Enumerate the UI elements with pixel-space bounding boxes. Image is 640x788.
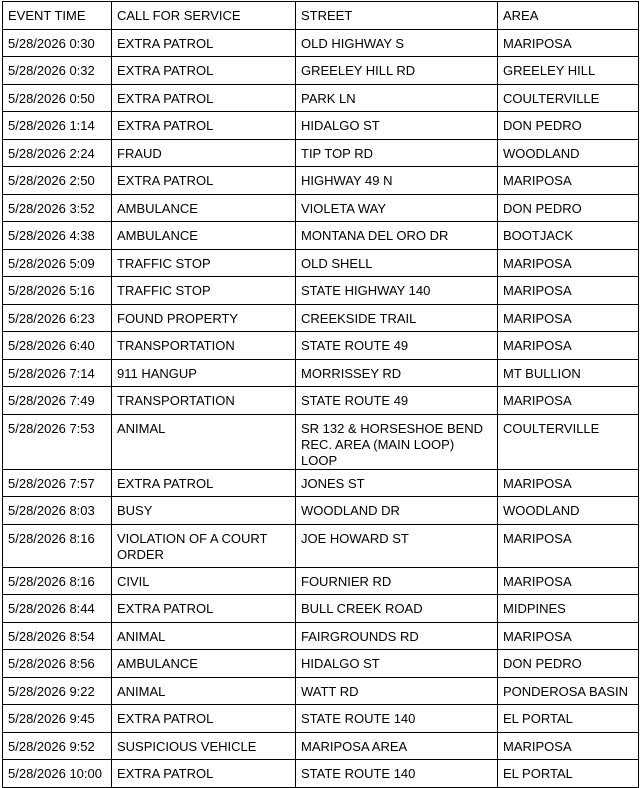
cell-area: MARIPOSA — [498, 524, 639, 567]
table-row — [3, 84, 639, 112]
cell-street: HIGHWAY 49 N — [296, 167, 498, 195]
table-row — [3, 705, 639, 733]
cell-street: SR 132 & HORSESHOE BEND REC. AREA (MAIN LOOP) LOOP — [296, 414, 498, 469]
cell-event-time: 5/28/2026 8:03 — [3, 497, 112, 525]
cell-area: MIDPINES — [498, 595, 639, 623]
cell-area: MARIPOSA — [498, 304, 639, 332]
cell-area: MT BULLION — [498, 359, 639, 387]
cell-call-for-service: EXTRA PATROL — [112, 469, 296, 497]
cell-event-time: 5/28/2026 7:49 — [3, 387, 112, 415]
cell-call-for-service: FRAUD — [112, 139, 296, 167]
cell-area: MARIPOSA — [498, 277, 639, 305]
cell-event-time: 5/28/2026 0:30 — [3, 29, 112, 57]
cell-area: WOODLAND — [498, 139, 639, 167]
cell-street: JOE HOWARD ST — [296, 524, 498, 567]
cell-event-time: 5/28/2026 2:50 — [3, 167, 112, 195]
cell-area: MARIPOSA — [498, 332, 639, 360]
cell-event-time: 5/28/2026 6:23 — [3, 304, 112, 332]
cell-event-time: 5/28/2026 10:00 — [3, 760, 112, 788]
cell-event-time: 5/28/2026 7:57 — [3, 469, 112, 497]
cell-area: MARIPOSA — [498, 29, 639, 57]
cell-call-for-service: CIVIL — [112, 567, 296, 595]
calls-for-service-table — [2, 1, 639, 788]
cell-area: MARIPOSA — [498, 469, 639, 497]
table-row — [3, 249, 639, 277]
cell-event-time: 5/28/2026 3:52 — [3, 194, 112, 222]
cell-area: MARIPOSA — [498, 567, 639, 595]
cell-event-time: 5/28/2026 8:54 — [3, 622, 112, 650]
cell-area: DON PEDRO — [498, 112, 639, 140]
cell-street: STATE ROUTE 140 — [296, 760, 498, 788]
header-area: AREA — [498, 2, 639, 30]
cell-call-for-service: TRANSPORTATION — [112, 332, 296, 360]
table-row — [3, 760, 639, 788]
cell-street: STATE HIGHWAY 140 — [296, 277, 498, 305]
cell-area: PONDEROSA BASIN — [498, 677, 639, 705]
cell-street: OLD HIGHWAY S — [296, 29, 498, 57]
table-row — [3, 650, 639, 678]
cell-event-time: 5/28/2026 0:32 — [3, 57, 112, 85]
cell-area: MARIPOSA — [498, 387, 639, 415]
cell-area: EL PORTAL — [498, 705, 639, 733]
cell-call-for-service: EXTRA PATROL — [112, 57, 296, 85]
cell-call-for-service: EXTRA PATROL — [112, 167, 296, 195]
cell-street: STATE ROUTE 140 — [296, 705, 498, 733]
cell-event-time: 5/28/2026 7:53 — [3, 414, 112, 469]
cell-street: OLD SHELL — [296, 249, 498, 277]
cell-event-time: 5/28/2026 7:14 — [3, 359, 112, 387]
cell-street: MARIPOSA AREA — [296, 732, 498, 760]
cell-call-for-service: EXTRA PATROL — [112, 84, 296, 112]
table-row — [3, 524, 639, 567]
cell-event-time: 5/28/2026 8:16 — [3, 524, 112, 567]
header-event-time: EVENT TIME — [3, 2, 112, 30]
cell-area: COULTERVILLE — [498, 84, 639, 112]
cell-event-time: 5/28/2026 2:24 — [3, 139, 112, 167]
table-row — [3, 29, 639, 57]
cell-area: GREELEY HILL — [498, 57, 639, 85]
cell-event-time: 5/28/2026 9:22 — [3, 677, 112, 705]
cell-street: HIDALGO ST — [296, 650, 498, 678]
table-row — [3, 497, 639, 525]
cell-event-time: 5/28/2026 5:16 — [3, 277, 112, 305]
cell-street: PARK LN — [296, 84, 498, 112]
cell-call-for-service: FOUND PROPERTY — [112, 304, 296, 332]
cell-street: FAIRGROUNDS RD — [296, 622, 498, 650]
table-row — [3, 595, 639, 623]
table-row — [3, 567, 639, 595]
cell-call-for-service: AMBULANCE — [112, 194, 296, 222]
cell-event-time: 5/28/2026 4:38 — [3, 222, 112, 250]
header-street: STREET — [296, 2, 498, 30]
table-header-row — [3, 2, 639, 30]
table-row — [3, 332, 639, 360]
cell-call-for-service: BUSY — [112, 497, 296, 525]
cell-event-time: 5/28/2026 9:52 — [3, 732, 112, 760]
cell-street: FOURNIER RD — [296, 567, 498, 595]
cell-event-time: 5/28/2026 8:44 — [3, 595, 112, 623]
cell-street: BULL CREEK ROAD — [296, 595, 498, 623]
table-row — [3, 387, 639, 415]
cell-street: STATE ROUTE 49 — [296, 332, 498, 360]
cell-call-for-service: 911 HANGUP — [112, 359, 296, 387]
cell-area: WOODLAND — [498, 497, 639, 525]
cell-area: EL PORTAL — [498, 760, 639, 788]
cell-street: JONES ST — [296, 469, 498, 497]
cell-event-time: 5/28/2026 9:45 — [3, 705, 112, 733]
cell-event-time: 5/28/2026 8:56 — [3, 650, 112, 678]
cell-street: WATT RD — [296, 677, 498, 705]
table-row — [3, 414, 639, 469]
cell-call-for-service: ANIMAL — [112, 677, 296, 705]
cell-call-for-service: TRANSPORTATION — [112, 387, 296, 415]
table-row — [3, 167, 639, 195]
cell-event-time: 5/28/2026 6:40 — [3, 332, 112, 360]
cell-street: HIDALGO ST — [296, 112, 498, 140]
cell-call-for-service: EXTRA PATROL — [112, 29, 296, 57]
table-row — [3, 677, 639, 705]
cell-street: STATE ROUTE 49 — [296, 387, 498, 415]
cell-call-for-service: EXTRA PATROL — [112, 705, 296, 733]
cell-street: MONTANA DEL ORO DR — [296, 222, 498, 250]
cell-call-for-service: SUSPICIOUS VEHICLE — [112, 732, 296, 760]
table-row — [3, 732, 639, 760]
table-row — [3, 277, 639, 305]
cell-street: GREELEY HILL RD — [296, 57, 498, 85]
cell-street: WOODLAND DR — [296, 497, 498, 525]
cell-call-for-service: VIOLATION OF A COURT ORDER — [112, 524, 296, 567]
cell-call-for-service: AMBULANCE — [112, 222, 296, 250]
cell-area: BOOTJACK — [498, 222, 639, 250]
cell-street: TIP TOP RD — [296, 139, 498, 167]
cell-call-for-service: EXTRA PATROL — [112, 760, 296, 788]
table-row — [3, 112, 639, 140]
cell-call-for-service: EXTRA PATROL — [112, 112, 296, 140]
cell-event-time: 5/28/2026 8:16 — [3, 567, 112, 595]
table-row — [3, 139, 639, 167]
cell-event-time: 5/28/2026 5:09 — [3, 249, 112, 277]
cell-call-for-service: AMBULANCE — [112, 650, 296, 678]
cell-event-time: 5/28/2026 0:50 — [3, 84, 112, 112]
table-row — [3, 469, 639, 497]
cell-call-for-service: ANIMAL — [112, 414, 296, 469]
cell-area: DON PEDRO — [498, 194, 639, 222]
cell-area: MARIPOSA — [498, 622, 639, 650]
cell-street: VIOLETA WAY — [296, 194, 498, 222]
cell-street: CREEKSIDE TRAIL — [296, 304, 498, 332]
cell-street: MORRISSEY RD — [296, 359, 498, 387]
table-row — [3, 304, 639, 332]
table-row — [3, 359, 639, 387]
table-row — [3, 194, 639, 222]
cell-call-for-service: EXTRA PATROL — [112, 595, 296, 623]
cell-area: MARIPOSA — [498, 732, 639, 760]
cell-call-for-service: TRAFFIC STOP — [112, 249, 296, 277]
table-row — [3, 57, 639, 85]
cell-event-time: 5/28/2026 1:14 — [3, 112, 112, 140]
header-call-for-service: CALL FOR SERVICE — [112, 2, 296, 30]
cell-area: COULTERVILLE — [498, 414, 639, 469]
cell-area: MARIPOSA — [498, 249, 639, 277]
cell-call-for-service: TRAFFIC STOP — [112, 277, 296, 305]
cell-call-for-service: ANIMAL — [112, 622, 296, 650]
table-row — [3, 222, 639, 250]
cell-area: MARIPOSA — [498, 167, 639, 195]
table-row — [3, 622, 639, 650]
cell-area: DON PEDRO — [498, 650, 639, 678]
